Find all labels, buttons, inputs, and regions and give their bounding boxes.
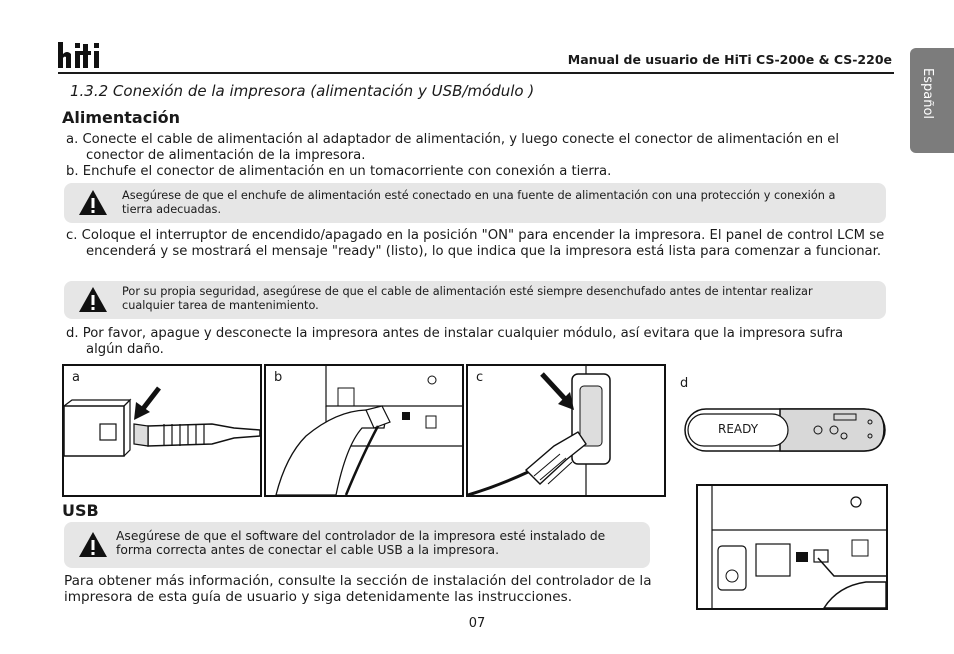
figure-b [264,364,464,497]
warning-icon [78,530,108,560]
warning-box-2 [64,281,886,319]
figure-c-label: c [476,370,484,385]
figure-a-label: a [72,370,80,385]
usb-warning-text: Asegúrese de que el software del controlador de la impresora esté instalado de forma correcta antes de conectar el cable USB a la impresora. [116,529,606,557]
header-rule [58,72,894,74]
step-b: b. Enchufe el conector de alimentación en un tomacorriente con conexión a tierra. [66,164,612,179]
power-heading: Alimentación [62,108,181,127]
page-number: 07 [468,616,486,631]
section-title: 1.3.2 Conexión de la impresora (alimentación y USB/módulo ) [70,82,535,100]
lcd-panel-illustration [684,408,886,452]
step-d: d. Por favor, apague y desconecte la impresora antes de instalar cualquier módulo, así evitara que la impresora sufra algún daño. [66,326,844,357]
warning-box-1 [64,183,886,223]
power-adapter-illustration [64,366,260,495]
figure-b-label: b [274,370,283,385]
usb-info-text: Para obtener más información, consulte la sección de instalación del controlador de la impresora de esta guía de usuario y siga detenidamente las instrucciones. [64,573,652,605]
step-a: a. Conecte el cable de alimentación al adaptador de alimentación, y luego conecte el conector de alimentación en el conector de alimentación de la impresora. [66,132,840,163]
document-title: Manual de usuario de HiTi CS-200e & CS-220e [567,52,892,67]
hiti-logo-mark [58,40,148,70]
lcd-display-text: READY [718,422,759,436]
printer-power-plug-illustration [266,366,462,495]
language-tab-label: Español [920,68,935,120]
warning-text-2: Por su propia seguridad, asegúrese de que el cable de alimentación esté siempre desenchufado antes de intentar realizar cualquier tarea de mantenimiento. [122,285,813,312]
printer-usb-port-illustration [698,486,886,608]
figure-d-lcd-panel [684,408,886,452]
figure-d-label: d [680,376,689,391]
figure-c [466,364,666,497]
wall-outlet-illustration [468,366,664,495]
warning-icon [78,188,108,218]
warning-icon [78,285,108,315]
warning-text-1: Asegúrese de que el enchufe de alimentación esté conectado en una fuente de alimentación con una protección y conexión a tierra adecuadas. [122,189,836,216]
hiti-logo [58,40,148,76]
usb-heading: USB [62,501,99,520]
usb-warning-box [64,522,650,568]
figure-d-usb [696,484,888,610]
step-c: c. Coloque el interruptor de encendido/apagado en la posición "ON" para encender la impresora. El panel de control LCM se encenderá y se mostrará el mensaje "ready" (listo), lo que indica que la impresora está lista para comenzar a funcionar. [66,228,885,259]
figure-a [62,364,262,497]
